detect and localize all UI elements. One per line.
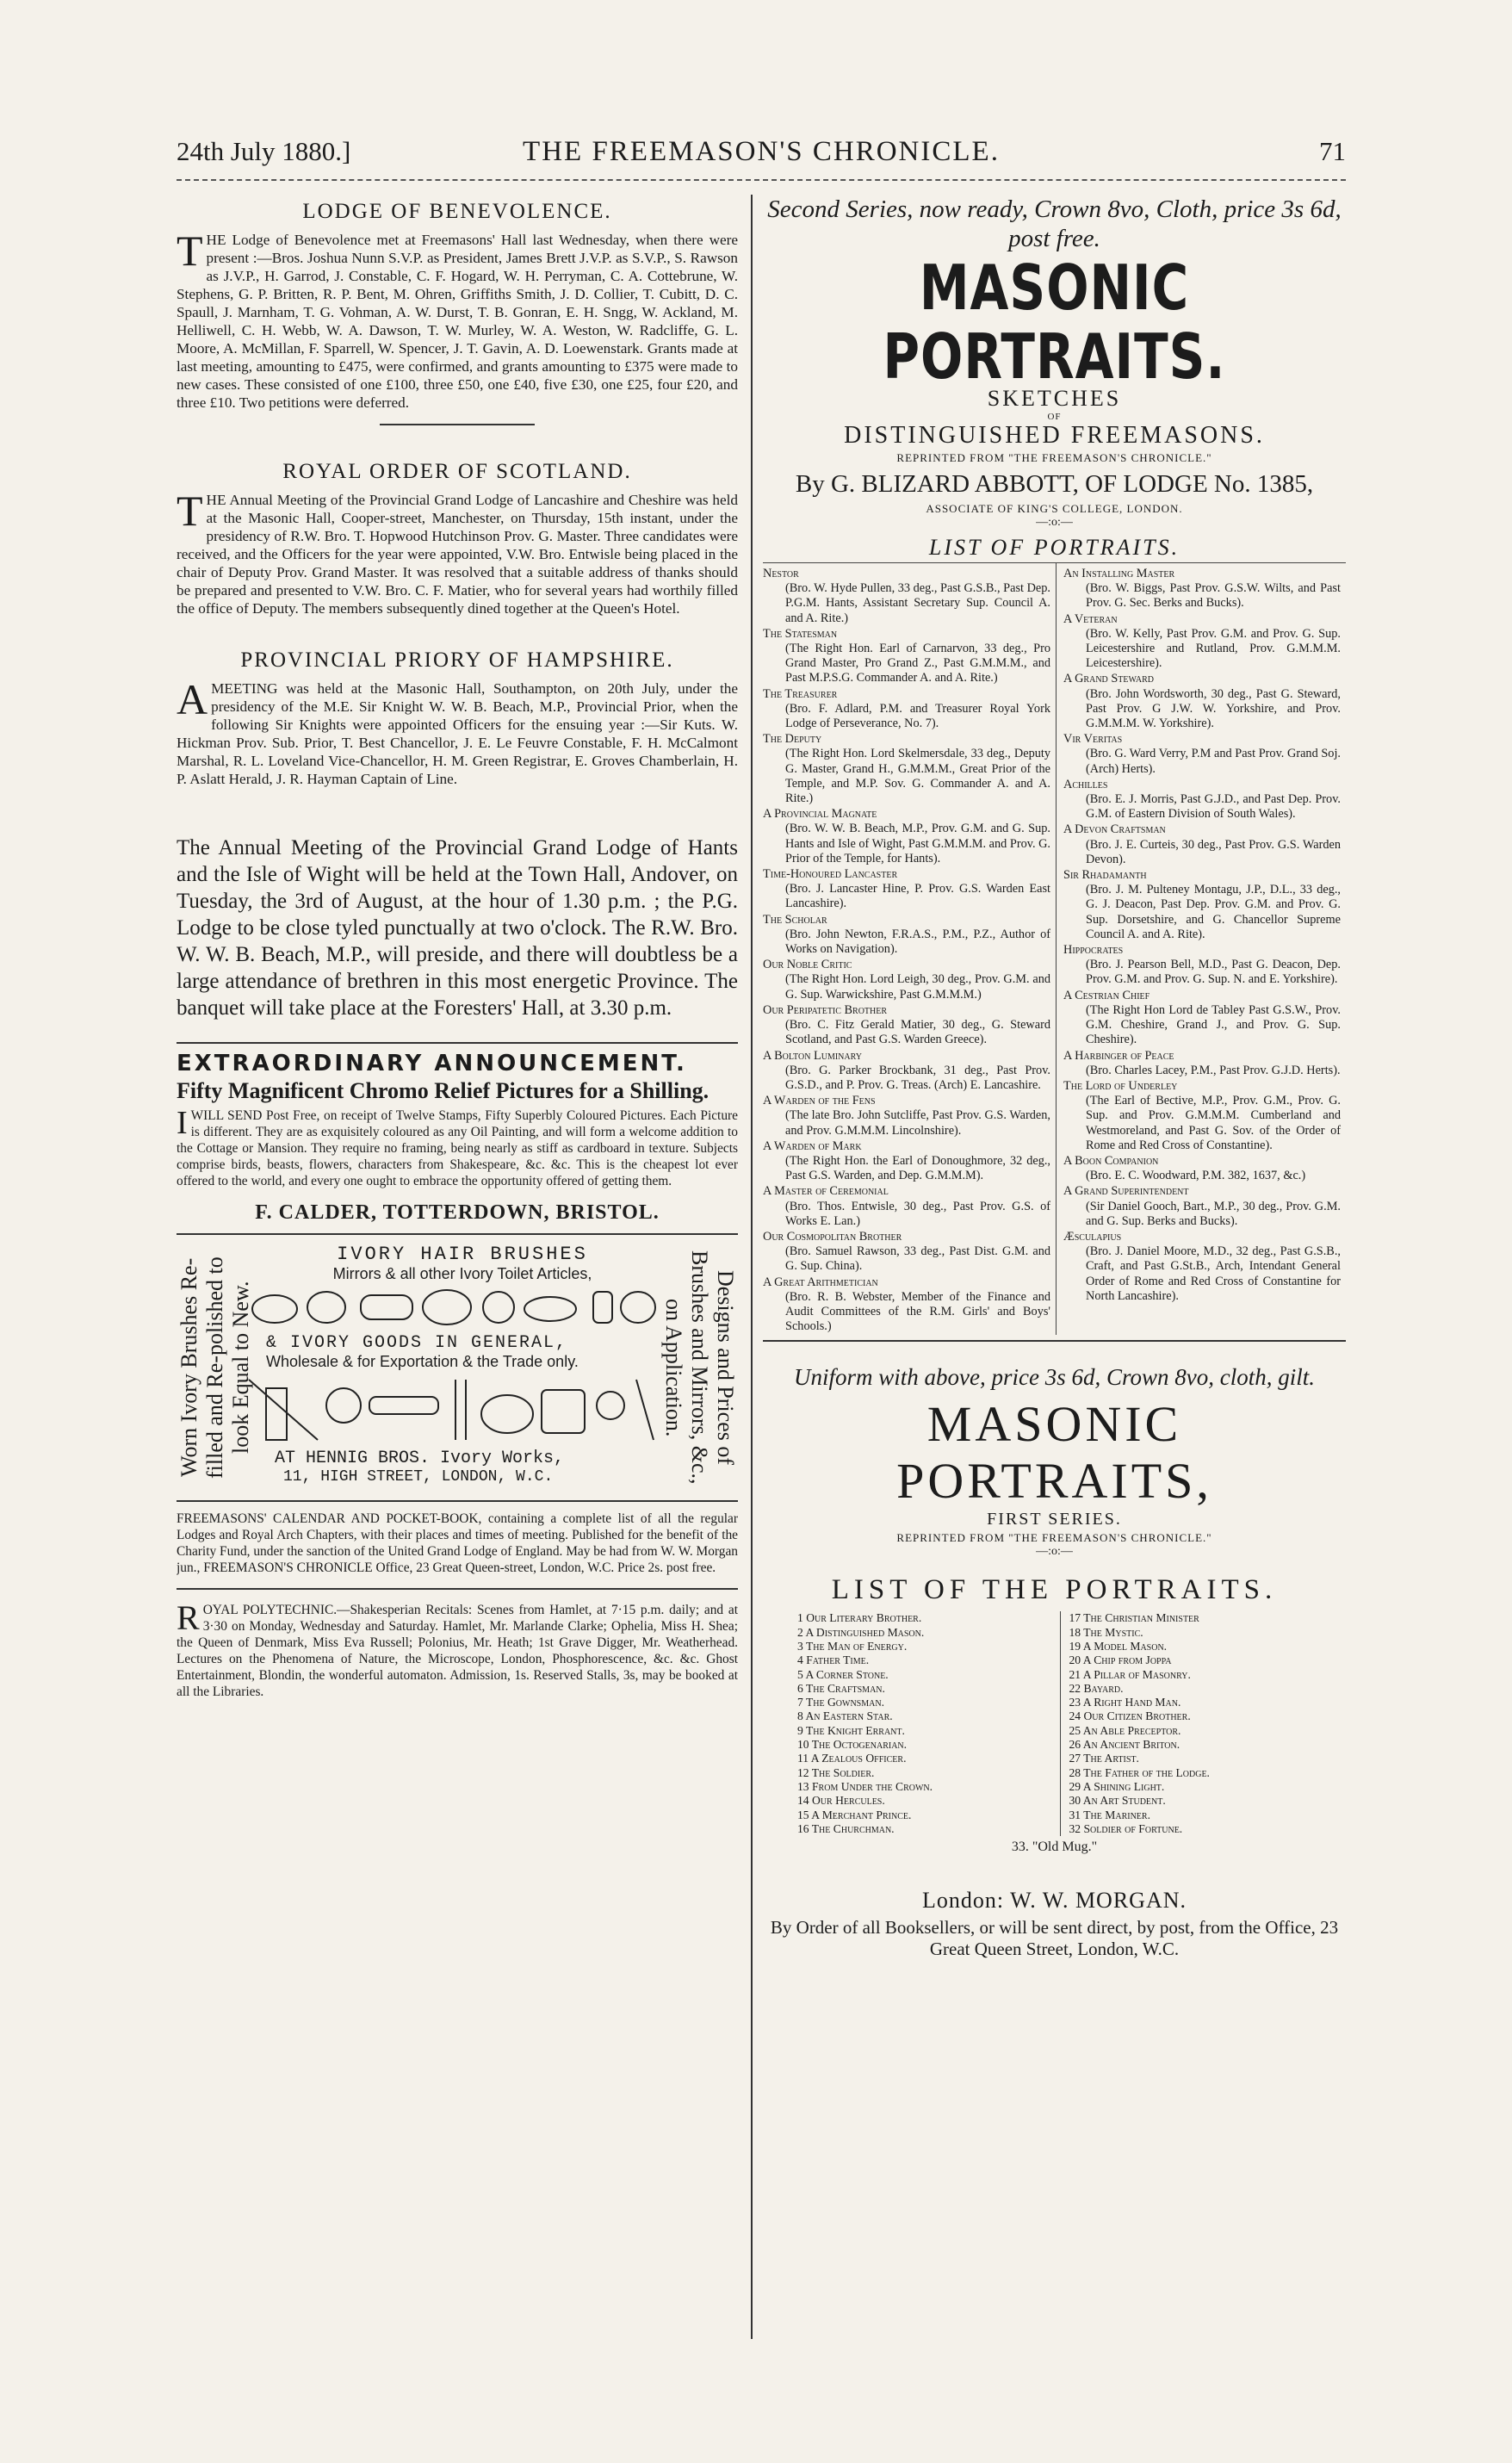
list-item: 28 The Father of the Lodge. <box>1069 1765 1210 1779</box>
portrait-title: A Master of Ceremonial <box>763 1184 889 1199</box>
running-header <box>177 136 1346 181</box>
first-series-list-right <box>1060 1611 1312 1836</box>
portrait-title: Our Cosmopolitan Brother <box>763 1229 902 1244</box>
ivory-line3: & IVORY GOODS IN GENERAL, <box>266 1333 568 1353</box>
masonic-portraits-title: MASONIC PORTRAITS. <box>883 251 1226 394</box>
list-item: 10 The Octogenarian. <box>797 1738 908 1752</box>
order-line: By Order of all Booksellers, or will be sent direct, by post, from the Office, 23 Great Queen Street, London, W.C. <box>770 1917 1339 1960</box>
portrait-description: (The Right Hon Lord de Tabley Past G.S.W., Prov. G.M. Cheshire, Grand J., and Prov. G. Sup. Cheshire). <box>1086 1002 1341 1047</box>
list-item: 14 Our Hercules. <box>797 1794 885 1808</box>
divider-ornament: —:o:— <box>1036 516 1073 529</box>
header-date: 24th July 1880.] <box>177 136 351 166</box>
header-rule <box>177 179 1346 181</box>
list-item: 30 An Art Student. <box>1069 1794 1166 1808</box>
list-item: 4 Father Time. <box>797 1653 870 1667</box>
portrait-title: The Deputy <box>763 732 822 747</box>
calendar-ad-text: FREEMASONS' CALENDAR AND POCKET-BOOK, containing a complete list of all the regular Lodges and Royal Arch Chapters, with their places and times of meeting. Published for the benefit of the Charity Fund, under the sanction of the United Grand Lodge of England. May be had from W. W. Morgan jun., FREEMASON'S CHRONICLE Office, 23 Great Queen-street, London, W.C. Price 2s. post free. <box>177 1511 738 1575</box>
portrait-entry <box>763 1184 1050 1229</box>
associate-line: ASSOCIATE OF KING'S COLLEGE, LONDON. <box>926 502 1183 515</box>
section-divider <box>177 1233 738 1235</box>
portrait-entry <box>763 732 1050 806</box>
list-item: 32 Soldier of Fortune. <box>1069 1821 1183 1835</box>
portrait-entry <box>763 958 1050 1002</box>
list-item: 15 A Merchant Prince. <box>797 1808 912 1821</box>
ivory-goods-illustration <box>240 1371 666 1447</box>
portrait-description: (Bro. J. E. Curteis, 30 deg., Past Prov. G.S. Warden Devon). <box>1086 837 1341 866</box>
column-rule <box>751 195 753 2339</box>
section-divider <box>177 1500 738 1502</box>
portrait-entry <box>1063 612 1341 672</box>
list-item: 12 The Soldier. <box>797 1765 875 1779</box>
section-divider <box>380 424 535 425</box>
portrait-description: (Bro. F. Adlard, P.M. and Treasurer Royal York Lodge of Perseverance, No. 7). <box>785 701 1050 731</box>
portrait-description: (Bro. E. J. Morris, Past G.J.D., and Past Dep. Prov. G.M. of Eastern Division of South Wales). <box>1086 792 1341 822</box>
portrait-title: The Statesman <box>763 626 838 641</box>
portrait-title: The Scholar <box>763 912 827 927</box>
ivory-line2: Mirrors & all other Ivory Toilet Articles, <box>332 1265 592 1282</box>
portrait-description: (Bro. C. Fitz Gerald Matier, 30 deg., G. Steward Scotland, and Past G.S. Warden Greece). <box>785 1018 1050 1047</box>
page-number: 71 <box>1319 136 1346 166</box>
lodge-dropcap: T <box>177 226 203 275</box>
extraordinary-text: WILL SEND Post Free, on receipt of Twelve Stamps, Fifty Superbly Coloured Pictures. Each Picture is different. They are as exquisitely coloured as any Oil Painting, and will form a welcome addition to the Cottage or Mansion. They require no framing, being nearly as stiff as cardboard in texture. Subjects comprise birds, beasts, flowers, characters from Shakespeare, &c. &c. This is the cheapest lot ever offered to the world, and every one ought to embrace the opportunity offered of getting them. <box>177 1108 738 1188</box>
portrait-description: (Bro. Charles Lacey, P.M., Past Prov. G.J.D. Herts). <box>1086 1063 1341 1077</box>
portrait-title: A Harbinger of Peace <box>1063 1048 1174 1063</box>
priory-text: MEETING was held at the Masonic Hall, Southampton, on 20th July, under the presidency of the M.E. Sir Knight W. W. B. Beach, M.P., Provincial Prior, when the following Sir Knights were appointed Officers for the ensuing year :—Sir Kuts. W. Hickman Prov. Sub. Prior, T. Best Chancellor, J. E. Le Feuvre Constable, F. H. McCalmont Marshal, R. L. Loveland Vice-Chancellor, H. M. Green Registrar, E. Groves Chamberlain, H. P. Aslatt Herald, J. R. Hayman Captain of Line. <box>177 680 738 787</box>
portrait-description: (The Right Hon. the Earl of Donoughmore, 32 deg., Past G.S. Warden, and Dep. G.M.M.M). <box>785 1153 1050 1183</box>
lodge-text: HE Lodge of Benevolence met at Freemasons' Hall last Wednesday, when there were present :—Bros. Joshua Nunn S.V.P. as President, James Brett J.V.P. as S.V.P., S. Rawson as J.V.P., H. Garrod, J. Constable, C. F. Hogard, W. H. Perryman, C. A. Cottebrune, W. Stephens, G. P. Britten, R. P. Bent, M. Ohren, Griffiths Smith, J. D. Collier, T. Cubitt, D. C. Spaull, J. Marnham, T. G. Vohman, A. W. Durst, T. B. Gonran, E. H. Sngg, W. Ackland, M. Helliwell, C. H. Webb, W. A. Dawson, T. W. Murley, W. A. Weston, W. Radcliffe, G. L. Moore, A. McMillan, F. Sparrell, W. Spencer, J. T. Gavin, A. D. Loewenstark. Grants made at last meeting, amounting to £475, were confirmed, and grants amounting to £375 were made to new cases. These consisted of one £100, three £50, one £40, five £30, one £25, four £20, and three £10. Two petitions were deferred. <box>177 232 738 411</box>
list-item: 8 An Eastern Star. <box>797 1709 893 1723</box>
royal-order-text: HE Annual Meeting of the Provincial Grand Lodge of Lancashire and Cheshire was held at the Masonic Hall, Cooper-street, Manchester, on Thursday, 15th instant, under the presidency of R.W. Bro. T. Hopwood Hutchinson Prov. G. Master. Three candidates were received, and the Officers for the year were appointed, V.W. Bro. Entwisle being placed in the chair of Deputy Prov. Grand Master. It was resolved that a suitable address of thanks should be prepared and presented to V.W. Bro. C. F. Matier, who for several years had worthily filled the office of Deputy. The members subsequently dined together at the Queen's Hotel. <box>177 492 738 617</box>
portrait-entry <box>1063 778 1341 822</box>
portrait-description: (Bro. J. M. Pulteney Montagu, J.P., D.L., 33 deg., G. J. Deacon, Past Dep. Prov. G.M. and Prov. G. Sup. Dorsetshire, and G. Chancellor Supreme Council A. and A. Rite). <box>1086 883 1341 941</box>
portrait-entry <box>763 567 1050 626</box>
list-item: 29 A Shining Light. <box>1069 1779 1165 1793</box>
portrait-title: Our Noble Critic <box>763 958 852 972</box>
portrait-entry <box>1063 822 1341 867</box>
portrait-entry <box>1063 672 1341 731</box>
last-portrait-entry: 33. "Old Mug." <box>1011 1839 1098 1855</box>
portrait-entry <box>763 1094 1050 1138</box>
list-item: 17 The Christian Minister <box>1069 1611 1199 1625</box>
portrait-title: A Cestrian Chief <box>1063 988 1150 1002</box>
portrait-title: A Veteran <box>1063 611 1118 626</box>
ivory-left-vertical: Worn Ivory Brushes Re-filled and Re-polished to look Equal to New. <box>177 1256 253 1479</box>
portrait-entry <box>763 1230 1050 1275</box>
portrait-title: A Devon Craftsman <box>1063 822 1166 837</box>
portrait-title: Vir Veritas <box>1063 732 1123 747</box>
portrait-description: (Bro. Samuel Rawson, 33 deg., Past Dist. G.M. and G. Sup. China). <box>785 1244 1050 1274</box>
portrait-title: An Installing Master <box>1063 567 1175 580</box>
reprinted-note: REPRINTED FROM "THE FREEMASON'S CHRONICLE." <box>896 451 1212 464</box>
first-series-list <box>763 1611 1346 1836</box>
reprinted-note-2: REPRINTED FROM "THE FREEMASON'S CHRONICLE." <box>896 1531 1212 1545</box>
portrait-title: A Warden of the Fens <box>763 1094 876 1108</box>
portrait-entry <box>1063 1230 1341 1304</box>
portrait-entry <box>763 867 1050 912</box>
extraordinary-dropcap: I <box>177 1105 188 1141</box>
portraits-list-right <box>1056 563 1346 1335</box>
portrait-entry <box>1063 943 1341 988</box>
portrait-entry <box>1063 868 1341 942</box>
portrait-title: A Provincial Magnate <box>763 807 877 822</box>
portrait-title: Achilles <box>1063 777 1108 791</box>
uniform-line: Uniform with above, price 3s 6d, Crown 8vo, cloth, gilt. <box>794 1364 1315 1391</box>
calder-signature: F. CALDER, TOTTERDOWN, BRISTOL. <box>255 1201 660 1224</box>
portrait-description: (Bro. Thos. Entwisle, 30 deg., Past Prov. G.S. of Works E. Lan.) <box>785 1199 1050 1228</box>
list-item: 1 Our Literary Brother. <box>797 1611 922 1625</box>
portraits-list <box>763 562 1346 1335</box>
section-divider <box>177 1588 738 1590</box>
portrait-entry <box>763 627 1050 686</box>
portrait-entry <box>763 1275 1050 1335</box>
portrait-description: (The late Bro. John Sutcliffe, Past Prov. G.S. Warden, and Prov. G.M.M.M. Lincolnshire). <box>785 1108 1050 1138</box>
portrait-title: Æsculapius <box>1063 1229 1122 1244</box>
portrait-description: (The Right Hon. Lord Leigh, 30 deg., Prov. G.M. and G. Sup. Warwickshire, Past G.M.M.M.) <box>785 972 1050 1002</box>
portrait-entry <box>1063 567 1341 611</box>
portrait-entry <box>1063 1154 1341 1183</box>
portrait-entry <box>763 1003 1050 1048</box>
list-item: 20 A Chip from Joppa <box>1069 1653 1172 1667</box>
list-item: 13 From Under the Crown. <box>797 1779 933 1793</box>
portrait-description: (Bro. J. Daniel Moore, M.D., 32 deg., Past G.S.B., Craft, and Past G.St.B., Arch, Intendant General Order of Rome and Red Cross of Constantine for North Lancashire). <box>1086 1244 1341 1303</box>
portrait-title: A Warden of Mark <box>763 1138 862 1153</box>
portrait-description: (Sir Daniel Gooch, Bart., M.P., 30 deg., Prov. G.M. and G. Sup. Berks and Bucks). <box>1086 1199 1341 1228</box>
ivory-line4: Wholesale & for Exportation & the Trade only. <box>266 1353 579 1370</box>
list-item: 2 A Distinguished Mason. <box>797 1625 925 1639</box>
section-divider <box>763 1340 1346 1342</box>
portrait-entry <box>763 913 1050 958</box>
portrait-entry <box>1063 1184 1341 1229</box>
ivory-brushes-ad <box>177 1242 738 1493</box>
portrait-entry <box>763 687 1050 732</box>
list-item: 27 The Artist. <box>1069 1752 1139 1765</box>
list-item: 21 A Pillar of Masonry. <box>1069 1667 1191 1681</box>
list-item: 18 The Mystic. <box>1069 1625 1143 1639</box>
portrait-title: Hippocrates <box>1063 943 1124 958</box>
royal-order-dropcap: T <box>177 487 203 535</box>
list-item: 3 The Man of Energy. <box>797 1639 908 1653</box>
header-title: THE FREEMASON'S CHRONICLE. <box>523 136 1000 167</box>
portrait-description: (Bro. J. Pearson Bell, M.D., Past G. Deacon, Dep. Prov. G.M. and Prov. G. Sup. N. and E. Yorkshire). <box>1086 958 1341 987</box>
portrait-description: (The Earl of Bective, M.P., Prov. G.M., Prov. G. Sup. and Prov. G.M.M.M. Cumberland and Westmoreland, and Past G. Sov. of the Order of Rome and Red Cross of Constantine). <box>1086 1094 1341 1152</box>
portrait-title: A Great Arithmetician <box>763 1275 878 1289</box>
portrait-description: (Bro. W. Hyde Pullen, 33 deg., Past G.S.B., Past Dep. P.G.M. Hants, Assistant Secretary Sup. Council A. and A. Rite.) <box>785 581 1050 625</box>
ivory-line5: AT HENNIG BROS. Ivory Works, <box>275 1449 565 1468</box>
right-column <box>763 195 1346 2348</box>
list-item: 25 An Able Preceptor. <box>1069 1723 1181 1737</box>
first-series-list-left <box>797 1611 1050 1836</box>
portrait-title: The Lord of Underley <box>1063 1078 1178 1093</box>
extraordinary-article <box>177 1107 738 1189</box>
of-label: OF <box>1047 412 1062 422</box>
portrait-title: A Grand Superintendent <box>1063 1184 1189 1199</box>
ivory-center <box>240 1242 685 1493</box>
lodge-heading: LODGE OF BENEVOLENCE. <box>302 200 612 223</box>
priory-heading: PROVINCIAL PRIORY OF HAMPSHIRE. <box>240 648 674 672</box>
author-line: By G. BLIZARD ABBOTT, OF LODGE No. 1385, <box>795 470 1314 498</box>
extraordinary-title: EXTRAORDINARY ANNOUNCEMENT. <box>177 1051 687 1076</box>
lodge-article <box>177 226 738 412</box>
portrait-description: (The Right Hon. Earl of Carnarvon, 33 deg., Pro Grand Master, Pro Grand Z., Past G.M.M.M., and Past M.P.S.G. Commander A. and A. Rite.) <box>785 642 1050 686</box>
polytechnic-article <box>177 1598 738 1700</box>
divider-ornament-2: —:o:— <box>1036 1545 1073 1559</box>
portrait-description: (Bro. W. Kelly, Past Prov. G.M. and Prov. G. Sup. Leicestershire and Rutland, Prov. G.M.M.M. Leicestershire). <box>1086 626 1341 671</box>
list-item: 24 Our Citizen Brother. <box>1069 1709 1191 1723</box>
masonic-portraits-title-2: MASONIC PORTRAITS, <box>896 1396 1212 1510</box>
royal-order-heading: ROYAL ORDER OF SCOTLAND. <box>282 460 632 483</box>
ivory-line6: 11, HIGH STREET, LONDON, W.C. <box>283 1468 554 1486</box>
portrait-description: (Bro. John Newton, F.R.A.S., P.M., P.Z., Author of Works on Navigation). <box>785 927 1050 957</box>
portrait-title: Our Peripatetic Brother <box>763 1002 888 1017</box>
ivory-right-vertical: Designs and Prices of Brushes and Mirrors, &c., on Application. <box>661 1250 738 1485</box>
hants-meeting-text: The Annual Meeting of the Provincial Grand Lodge of Hants and the Isle of Wight will be held at the Town Hall, Andover, on Tuesday, the 3rd of August, at the hour of 1.30 p.m. ; the P.G. Lodge to be close tyled punctually at two o'clock. The R.W. Bro. W. W. B. Beach, M.P., will preside, and there will doubtless be a large attendance of brethren in this most energetic Province. The banquet will take place at the Foresters' Hall, at 3.30 p.m. <box>177 836 738 1020</box>
extraordinary-subtitle: Fifty Magnificent Chromo Relief Pictures for a Shilling. <box>177 1078 710 1103</box>
portrait-description: (Bro. W. Biggs, Past Prov. G.S.W. Wilts, and Past Prov. G. Sec. Berks and Bucks). <box>1086 581 1341 611</box>
publisher-line: London: W. W. MORGAN. <box>921 1888 1187 1914</box>
portrait-entry <box>1063 732 1341 777</box>
ivory-line1: IVORY HAIR BRUSHES <box>337 1244 588 1265</box>
list-item: 6 The Craftsman. <box>797 1681 885 1695</box>
portrait-title: Nestor <box>763 567 799 580</box>
portrait-description: (Bro. W. W. B. Beach, M.P., Prov. G.M. and G. Sup. Hants and Isle of Wight, Past G.M.M.M. and Prov. G. Prior of the Temple, for Hants). <box>785 822 1050 865</box>
list-of-the-portraits-heading: LIST OF THE PORTRAITS. <box>831 1574 1278 1606</box>
portrait-entry <box>763 1139 1050 1184</box>
polytechnic-text: OYAL POLYTECHNIC.—Shakesperian Recitals: Scenes from Hamlet, at 7·15 p.m. daily; and at 3·30 on Monday, Wednesday and Saturday. Hamlet, Mr. Marlande Clarke; Ophelia, Miss H. Shea; the Queen of Denmark, Miss Eva Russell; Polonius, Mr. Heath; 1st Grave Digger, Mr. Weatherhead. Lectures on the Phenomena of Nature, the Microscope, London, Phosphorescence, &c. &c. Ghost Entertainment, Blondin, the wonderful automaton. Admission, 1s. Reserved Stalls, 3s, may be booked at all the Libraries. <box>177 1603 738 1699</box>
list-item: 7 The Gownsman. <box>797 1696 884 1709</box>
portrait-title: A Boon Companion <box>1063 1153 1159 1168</box>
priory-article <box>177 675 738 788</box>
list-item: 23 A Right Hand Man. <box>1069 1696 1181 1709</box>
list-of-portraits-heading: LIST OF PORTRAITS. <box>928 535 1180 560</box>
portrait-description: (Bro. E. C. Woodward, P.M. 382, 1637, &c.) <box>1086 1169 1306 1183</box>
brushes-illustration <box>240 1283 666 1330</box>
list-item: 11 A Zealous Officer. <box>797 1752 907 1765</box>
portrait-description: (Bro. J. Lancaster Hine, P. Prov. G.S. Warden East Lancashire). <box>785 882 1050 911</box>
list-item: 22 Bayard. <box>1069 1681 1124 1695</box>
royal-order-article <box>177 487 738 617</box>
portrait-title: Time-Honoured Lancaster <box>763 867 898 882</box>
list-item: 5 A Corner Stone. <box>797 1667 889 1681</box>
portrait-entry <box>763 1049 1050 1094</box>
portrait-title: Sir Rhadamanth <box>1063 868 1147 883</box>
left-column <box>177 195 738 2348</box>
list-item: 19 A Model Mason. <box>1069 1639 1168 1653</box>
distinguished-label: DISTINGUISHED FREEMASONS. <box>844 422 1265 449</box>
portrait-entry <box>763 807 1050 866</box>
portrait-description: (The Right Hon. Lord Skelmersdale, 33 deg., Deputy G. Master, Grand H., G.M.M.M., Great Prior of the Temple, and M.P. Sov. G. Commander A. and A. Rite.) <box>785 747 1050 806</box>
list-item: 9 The Knight Errant. <box>797 1723 905 1737</box>
portrait-entry <box>1063 1079 1341 1153</box>
portrait-description: (Bro. John Wordsworth, 30 deg., Past G. Steward, Past Prov. G J.W. W. Yorkshire, and Prov. G.M.M.M. W. Yorkshire). <box>1086 686 1341 731</box>
sketches-label: SKETCHES <box>987 386 1122 411</box>
portrait-title: The Treasurer <box>763 686 838 701</box>
portrait-title: A Grand Steward <box>1063 672 1154 686</box>
series-line: Second Series, now ready, Crown 8vo, Cloth, price 3s 6d, post free. <box>767 195 1342 252</box>
portraits-list-left <box>763 563 1056 1335</box>
priory-dropcap: A <box>177 675 208 723</box>
portrait-description: (Bro. G. Ward Verry, P.M and Past Prov. Grand Soj. (Arch) Herts). <box>1086 747 1341 776</box>
list-item: 31 The Mariner. <box>1069 1808 1150 1821</box>
list-item: 26 An Ancient Briton. <box>1069 1738 1180 1752</box>
portrait-description: (Bro. G. Parker Brockbank, 31 deg., Past Prov. G.S.D., and P. Prov. G. Treas. (Arch) E. Lancashire. <box>785 1063 1050 1092</box>
portrait-description: (Bro. R. B. Webster, Member of the Finance and Audit Committees of the R.M. Girls' and Boys' Schools.) <box>785 1289 1050 1334</box>
portrait-entry <box>1063 1049 1341 1078</box>
polytechnic-dropcap: R <box>177 1598 200 1637</box>
first-series-label: FIRST SERIES. <box>987 1510 1122 1529</box>
section-divider <box>177 1042 738 1044</box>
portrait-title: A Bolton Luminary <box>763 1048 862 1063</box>
portrait-entry <box>1063 989 1341 1048</box>
list-item: 16 The Churchman. <box>797 1821 895 1835</box>
